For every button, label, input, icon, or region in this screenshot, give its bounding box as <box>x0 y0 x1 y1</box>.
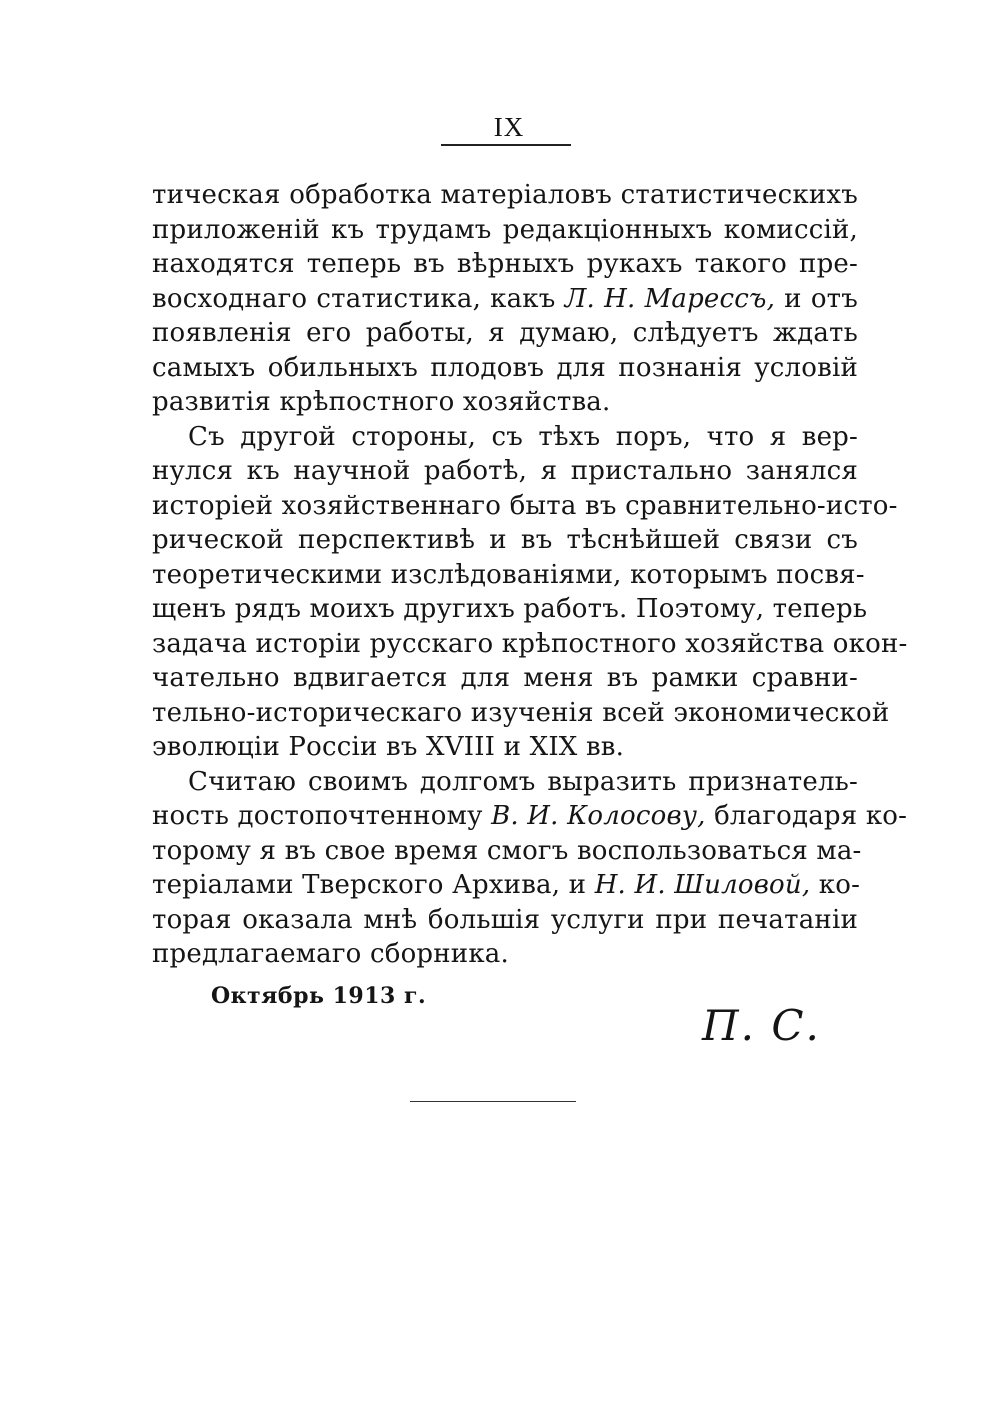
text-line: щенъ рядъ моихъ другихъ работъ. Поэтому, теперь <box>152 594 868 624</box>
text-line: самыхъ обильныхъ плодовъ для познанія условій <box>152 352 858 383</box>
author-name-kolosov: В. И. Колосову, <box>491 801 706 831</box>
body-text <box>152 178 908 972</box>
text-line: Съ другой стороны, съ тѣхъ поръ, что я вер- <box>188 421 858 452</box>
paragraph-3 <box>152 765 908 972</box>
line-text: и отъ <box>784 283 858 314</box>
end-rule <box>410 1101 576 1102</box>
text-line: Считаю своимъ долгомъ выразить признатель- <box>188 766 858 797</box>
text-line: эволюціи Россіи въ XVIII и XIX вв. <box>152 732 625 762</box>
paragraph-1 <box>152 178 858 420</box>
text-line: исторіей хозяйственнаго быта въ сравнительно-исто- <box>152 490 898 521</box>
line-text: ко- <box>818 870 861 900</box>
text-line: развитія крѣпостного хозяйства. <box>152 387 611 417</box>
text-line: рической перспективѣ и въ тѣснѣйшей связи съ <box>152 525 858 555</box>
text-line: приложеній къ трудамъ редакціонныхъ комиссій, <box>152 214 858 245</box>
text-line: задача исторіи русскаго крѣпостного хозяйства окон- <box>152 628 908 659</box>
line-text: ность достопочтенному <box>152 801 483 831</box>
line-text: теріалами Тверского Архива, и <box>152 870 587 900</box>
text-line: тическая обработка матеріаловъ статистическихъ <box>152 180 858 210</box>
text-line: появленія его работы, я думаю, слѣдуетъ ждать <box>152 318 858 348</box>
text-line: находятся теперь въ вѣрныхъ рукахъ такого пре- <box>152 249 858 279</box>
author-name-shilova: Н. И. Шиловой, <box>594 870 811 900</box>
paragraph-2 <box>152 420 908 765</box>
text-line: нулся къ научной работѣ, я пристально занялся <box>152 456 858 486</box>
page-number-rule <box>441 144 571 146</box>
text-line <box>152 799 908 834</box>
line-text: благодаря ко- <box>714 801 908 831</box>
signature-initials: П. С. <box>702 1001 821 1050</box>
text-line <box>152 868 861 903</box>
text-line: чательно вдвигается для меня въ рамки сравни- <box>152 663 858 693</box>
text-line: предлагаемаго сборника. <box>152 939 509 969</box>
text-line: торая оказала мнѣ большія услуги при печатаніи <box>152 904 858 935</box>
line-text: восходнаго статистика, какъ <box>152 283 556 314</box>
page-number: IX <box>493 112 525 142</box>
text-line <box>152 282 858 317</box>
text-line: торому я въ свое время смогъ воспользоваться ма- <box>152 835 862 866</box>
text-line: тельно-историческаго изученія всей экономической <box>152 697 890 728</box>
text-line: теоретическими изслѣдованіями, которымъ посвя- <box>152 559 865 590</box>
date-line: Октябрь 1913 г. <box>211 983 427 1009</box>
author-name-maress: Л. Н. Марессъ, <box>564 283 776 314</box>
